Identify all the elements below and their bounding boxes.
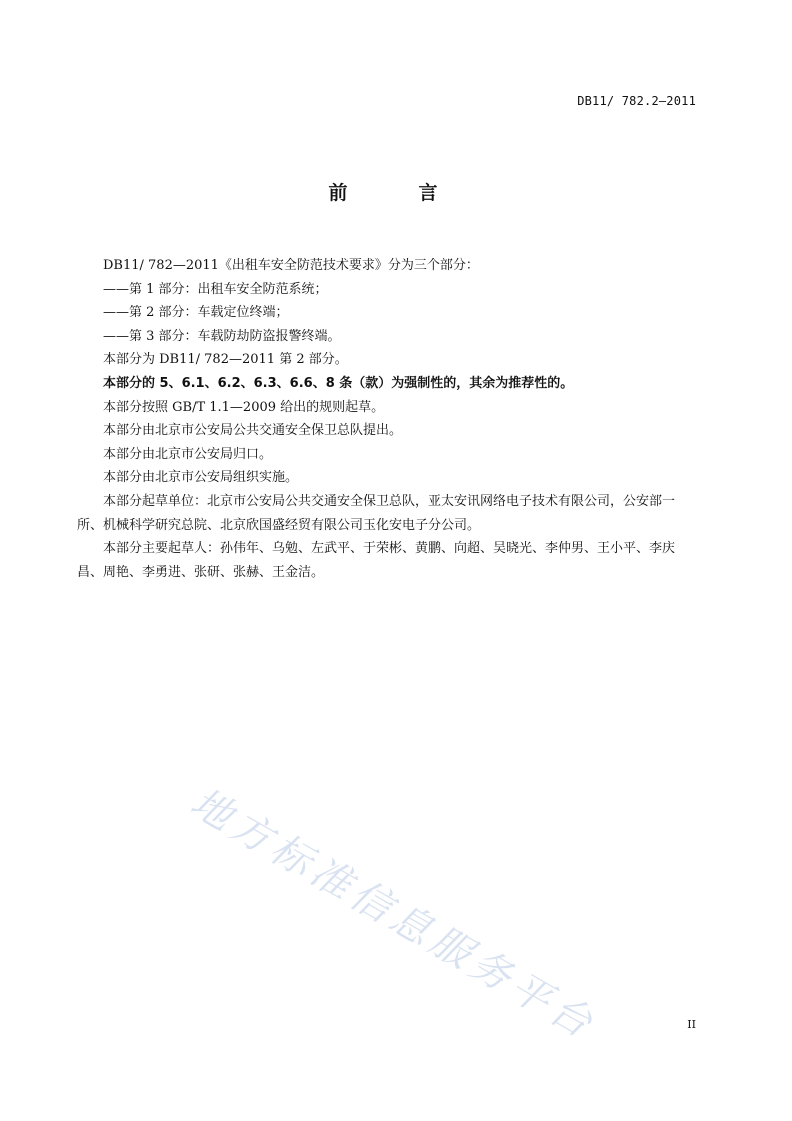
foreword-body xyxy=(77,254,699,584)
paragraph-drafters: 本部分主要起草人：孙伟年、乌勉、左武平、于荣彬、黄鹏、向超、吴晓光、李仲男、王小平、李庆昌、周艳、李勇进、张研、张赫、王金洁。 xyxy=(77,541,676,580)
paragraph-part-2: ——第 2 部分：车载定位终端； xyxy=(103,305,289,321)
page-number: II xyxy=(687,1018,696,1031)
document-id: DB11/ 782.2—2011 xyxy=(577,94,696,108)
paragraph-implemented-by: 本部分由北京市公安局组织实施。 xyxy=(103,470,299,486)
paragraph-proposed-by: 本部分由北京市公安局公共交通安全保卫总队提出。 xyxy=(103,423,403,439)
watermark: 地方标准信息服务平台 xyxy=(182,779,605,1050)
paragraph-mandatory: 本部分的 5、6.1、6.2、6.3、6.6、8 条（款）为强制性的，其余为推荐性的。 xyxy=(103,375,574,391)
paragraph-centralized-by: 本部分由北京市公安局归口。 xyxy=(103,446,273,462)
paragraph-drafting-units: 本部分起草单位：北京市公安局公共交通安全保卫总队，亚太安讯网络电子技术有限公司，公安部一所、机械科学研究总院、北京欣国盛经贸有限公司玉化安电子分公司。 xyxy=(77,493,676,533)
paragraph-intro: DB11/ 782—2011《出租车安全防范技术要求》分为三个部分： xyxy=(103,258,479,273)
paragraph-part-3: ——第 3 部分：车载防劫防盗报警终端。 xyxy=(103,328,341,344)
page-title: 前 言 xyxy=(328,182,464,204)
paragraph-drafting-rules: 本部分按照 GB/T 1.1—2009 给出的规则起草。 xyxy=(103,399,385,415)
paragraph-this-part: 本部分为 DB11/ 782—2011 第 2 部分。 xyxy=(103,352,348,368)
paragraph-part-1: ——第 1 部分：出租车安全防范系统； xyxy=(103,281,328,297)
